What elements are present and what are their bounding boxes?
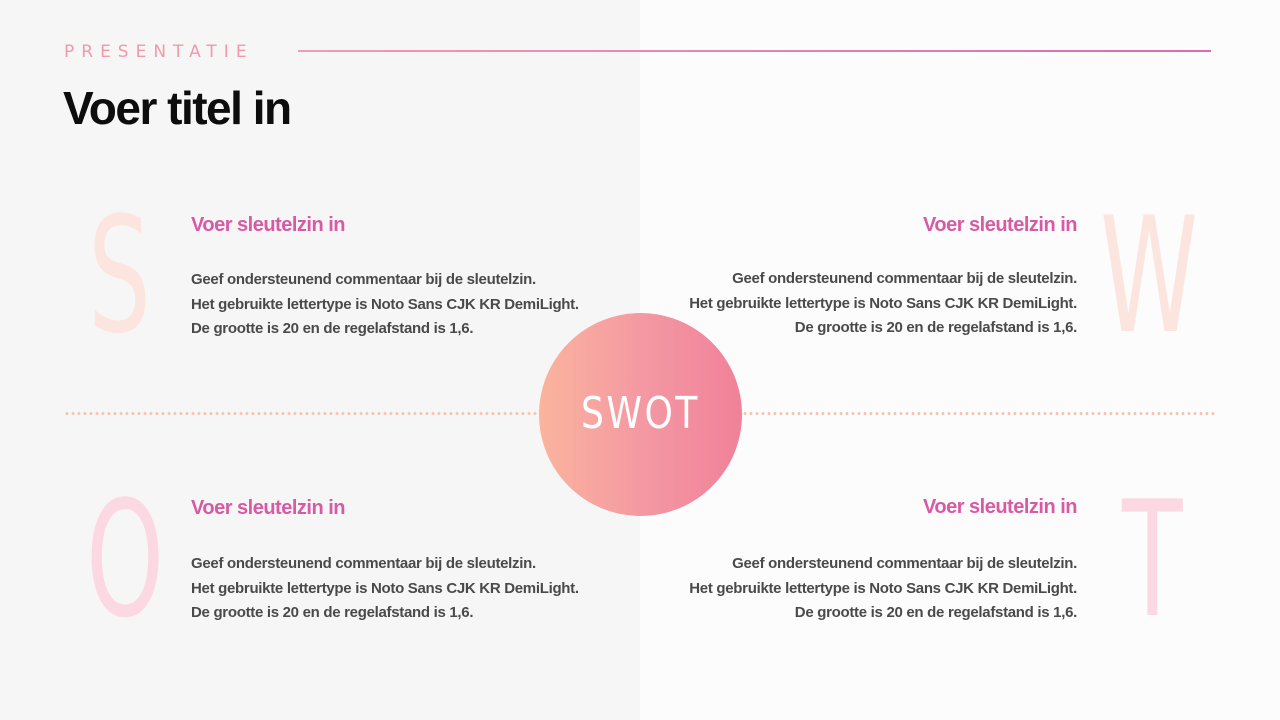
- divider-dotted-right: [742, 412, 1216, 415]
- threats-body-line-1: Geef ondersteunend commentaar bij de sleutelzin.: [732, 555, 1077, 572]
- weaknesses-body-line-1: Geef ondersteunend commentaar bij de sleutelzin.: [732, 270, 1077, 287]
- strengths-keyline[interactable]: Voer sleutelzin in: [191, 214, 345, 236]
- swot-letter-w: W: [1100, 182, 1199, 369]
- divider-dotted-left: [64, 412, 540, 415]
- threats-keyline[interactable]: Voer sleutelzin in: [923, 496, 1077, 518]
- opportunities-keyline[interactable]: Voer sleutelzin in: [191, 497, 345, 519]
- opportunities-body-line-2: Het gebruikte lettertype is Noto Sans CJK KR DemiLight.: [191, 579, 579, 597]
- weaknesses-keyline[interactable]: Voer sleutelzin in: [923, 214, 1077, 236]
- opportunities-body-line-1: Geef ondersteunend commentaar bij de sleutelzin.: [191, 555, 536, 572]
- swot-center-label[interactable]: [539, 384, 742, 444]
- strengths-body-line-2: Het gebruikte lettertype is Noto Sans CJK KR DemiLight.: [191, 295, 579, 313]
- threats-body-line-3: De grootte is 20 en de regelafstand is 1,6.: [794, 604, 1077, 621]
- kicker-label: PRESENTATIE: [64, 42, 254, 62]
- slide-title[interactable]: Voer titel in: [63, 82, 291, 134]
- weaknesses-body[interactable]: [689, 267, 1077, 341]
- swot-center-label-text: SWOT: [581, 388, 700, 439]
- strengths-body-line-1: Geef ondersteunend commentaar bij de sleutelzin.: [191, 271, 536, 288]
- swot-letter-s: S: [88, 182, 151, 369]
- threats-body[interactable]: [689, 552, 1077, 626]
- weaknesses-body-line-3: De grootte is 20 en de regelafstand is 1,6.: [794, 319, 1077, 336]
- strengths-body-line-3: De grootte is 20 en de regelafstand is 1,6.: [191, 320, 474, 337]
- weaknesses-body-line-2: Het gebruikte lettertype is Noto Sans CJK KR DemiLight.: [689, 294, 1077, 312]
- swot-letter-o: O: [86, 466, 165, 653]
- opportunities-body[interactable]: [191, 552, 579, 626]
- threats-body-line-2: Het gebruikte lettertype is Noto Sans CJK KR DemiLight.: [689, 579, 1077, 597]
- swot-letter-t: T: [1122, 466, 1183, 653]
- header-rule: [298, 50, 1211, 52]
- opportunities-body-line-3: De grootte is 20 en de regelafstand is 1,6.: [191, 604, 474, 621]
- strengths-body[interactable]: [191, 268, 579, 342]
